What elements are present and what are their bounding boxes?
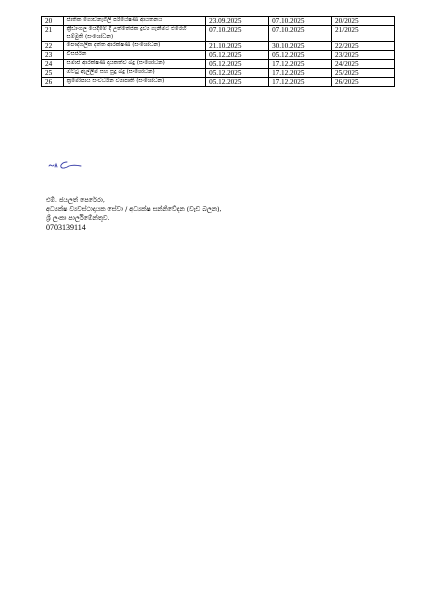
date-cell: 07.10.2025: [206, 26, 269, 42]
act-number: 24/2025: [332, 60, 395, 69]
institution-name: ශ්‍රී ලංකා පාර්ලිමේන්තුව.: [46, 214, 110, 222]
date-cell: 30.10.2025: [269, 42, 332, 51]
table-row: [42, 51, 395, 60]
act-number: 23/2025: [332, 51, 395, 60]
table-row: [42, 17, 395, 26]
act-number: 25/2025: [332, 69, 395, 78]
bill-title: සමාජ ආරක්ෂණ දායකත්ව බදු (සංශෝධන): [63, 60, 205, 69]
date-cell: 17.12.2025: [269, 60, 332, 69]
signatory-name: එම්. ජයලත් පෙරේරා,: [46, 196, 105, 204]
date-cell: 05.12.2025: [206, 69, 269, 78]
act-number: 20/2025: [332, 17, 395, 26]
bills-table: [41, 16, 395, 87]
date-cell: 05.12.2025: [206, 51, 269, 60]
row-number: 23: [42, 51, 64, 60]
act-number: 21/2025: [332, 26, 395, 42]
date-cell: 17.12.2025: [269, 78, 332, 87]
bill-title: පෞද්ගලික දත්ත ආරක්ෂණ (සංශෝධන): [63, 42, 205, 51]
bill-title: ඔට්ටු ඇල්ලීම සහ සූදු බදු (සංශෝධන): [63, 69, 205, 78]
row-number: 25: [42, 69, 64, 78]
bill-title: ක්‍රමෝපාය සංවර්ධන ව්‍යාපෘති (සංශෝධන): [63, 78, 205, 87]
row-number: 24: [42, 60, 64, 69]
date-cell: 23.09.2025: [206, 17, 269, 26]
date-cell: 05.12.2025: [269, 51, 332, 60]
bill-title: ජාතික ගොඩනැගිලි පරියේෂණ ආයතනය: [63, 17, 205, 26]
date-cell: 21.10.2025: [206, 42, 269, 51]
bill-title: විසර්ජන: [63, 51, 205, 60]
table-row: [42, 78, 395, 87]
handwritten-signature: [47, 156, 83, 174]
signature-block: [46, 196, 346, 232]
date-cell: 07.10.2025: [269, 17, 332, 26]
date-cell: 05.12.2025: [206, 78, 269, 87]
table-row: [42, 60, 395, 69]
bill-title: ක්‍රීඩාංගල යෙදීමේ දී උත්තේජක ද්‍රව්‍ය ගැනීමට එරෙහි සම්මුති (සංශෝධන): [63, 26, 205, 42]
date-cell: 07.10.2025: [269, 26, 332, 42]
table-row: [42, 69, 395, 78]
date-cell: 05.12.2025: [206, 60, 269, 69]
row-number: 21: [42, 26, 64, 42]
row-number: 22: [42, 42, 64, 51]
date-cell: 17.12.2025: [269, 69, 332, 78]
phone-number: 0703139114: [46, 223, 86, 232]
row-number: 26: [42, 78, 64, 87]
row-number: 20: [42, 17, 64, 26]
act-number: 26/2025: [332, 78, 395, 87]
table-row: [42, 42, 395, 51]
table-row: [42, 26, 395, 42]
act-number: 22/2025: [332, 42, 395, 51]
signatory-designation: අධ්‍යක්ෂ ව්‍යවස්ථාදායක සේවා / අධ්‍යක්ෂ සන්නිවේදන (වැඩ බලන),: [46, 205, 222, 213]
